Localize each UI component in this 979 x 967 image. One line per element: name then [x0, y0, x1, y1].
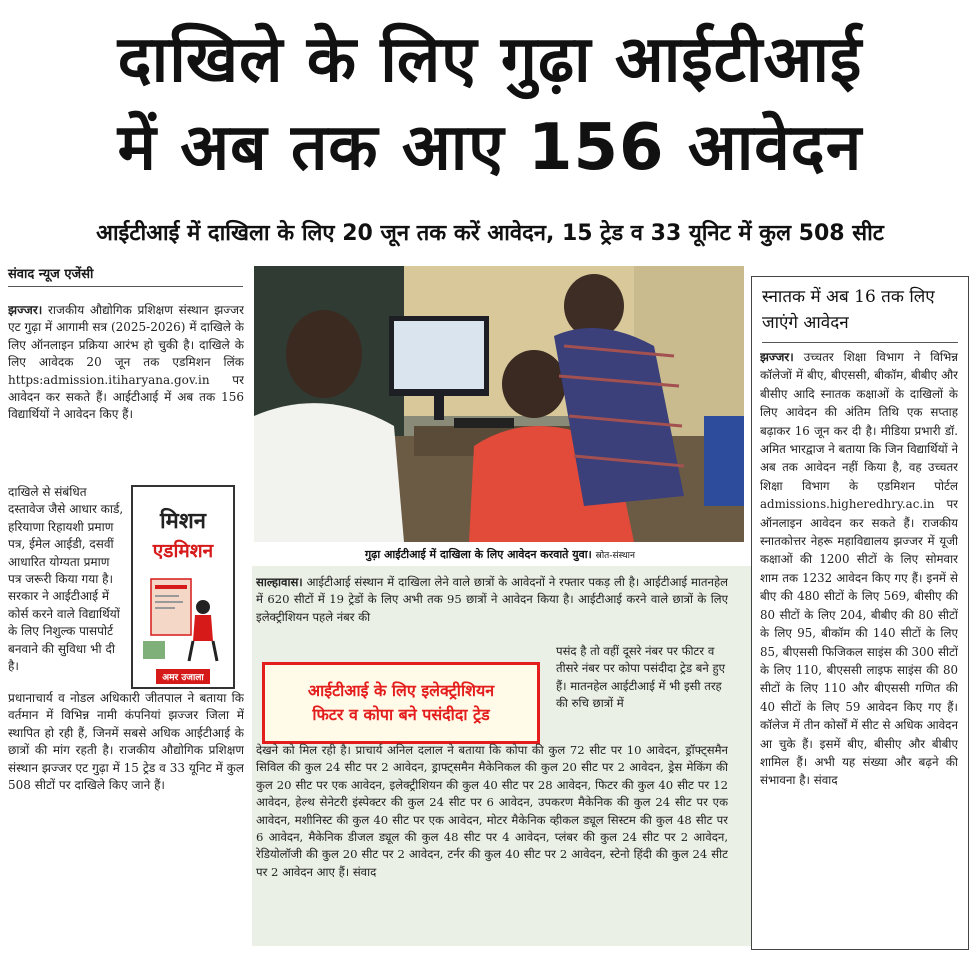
right-story-headline: स्नातक में अब 16 तक लिए जाएंगे आवेदन: [762, 284, 958, 343]
pull-quote-box: [262, 662, 540, 744]
mid-story-signoff: संवाद: [352, 864, 377, 879]
pull-quote-line-1: आईटीआई के लिए इलेक्ट्रीशियन: [307, 681, 495, 700]
left-dateline: झज्जर।: [8, 303, 43, 317]
photo-students-computer: [254, 266, 744, 542]
mid-story-intro-text: आईटीआई संस्थान में दाखिला लेने वाले छात्रों के आवेदनों ने रफ्तार पकड़ ली है। आईटीआई मातनहेल में 620 सीटों में 19 ट्रेडों के लिए अभी तक 95 छात्रों ने आवेदन किया है। आईटीआई करने वाले छात्रों के लिए इलेक्ट्रीशियन पहले नंबर की: [256, 575, 728, 624]
headline: [10, 16, 970, 192]
admission-title: एडमिशन: [152, 540, 214, 562]
right-story-dateline: झज्जर।: [760, 350, 794, 364]
left-p2: दाखिले से संबंधित दस्तावेज जैसे आधार कार्ड, हरियाणा रिहायशी प्रमाण पत्र, ईमेल आईडी, दसवीं आधारित योग्यता प्रमाण पत्र जरूरी किया गया है। सरकार ने आईटीआई में कोर्स करने वाले विद्यार्थियों के लिए निशुल्क पासपोर्ट बनवाने की सुविधा भी दी है।: [8, 485, 124, 674]
photo-credit: स्रोत-संस्थान: [595, 551, 636, 561]
student-illustration: [141, 569, 225, 665]
photo-caption: [300, 547, 700, 562]
mid-story-body-text: देखने को मिल रही है। प्राचार्य अनिल दलाल ने बताया कि कोपा की कुल 72 सीट पर 10 आवेदन, ड्रॉफ्ट्समैन सिविल की कुल 24 सीट पर 2 आवेदन, ड्राफ्ट्समैन मैकेनिकल की कुल 20 सीट पर 2 आवेदन, ड्रेस मेकिंग की कुल 20 सीट पर एक आवेदन, इलेक्ट्रीशियन की कुल 40 सीट पर 28 आवेदन, फिटर की कुल 40 सीट पर 12 आवेदन, हेल्थ सेनेटरी इंस्पेक्टर की कुल 24 सीट पर 6 आवेदन, उपकरण मैकेनिक की कुल 24 सीट पर एक आवेदन, मशीनिस्ट की कुल 40 सीट पर एक आवेदन, मोटर मैकेनिक व्हीकल ड्यूल सिस्टम की कुल 48 सीट पर 6 आवेदन, मैकेनिक डीजल ड्यूल की कुल 48 सीट पर 4 आवेदन, प्लंबर की कुल 24 सीट पर 2 आवेदन, रेडियोलॉजी की कुल 20 सीट पर 2 आवेदन, टर्नर की कुल 40 सीट पर 2 आवेदन, स्टेनो हिंदी की कुल 24 सीट पर 2 आवेदन आए हैं।: [256, 743, 728, 879]
pull-quote-line-2: फिटर व कोपा बने पसंदीदा ट्रेड: [312, 705, 490, 724]
subheadline: आईटीआई में दाखिला के लिए 20 जून तक करें आवेदन, 15 ट्रेड व 33 यूनिट में कुल 508 सीट: [96, 221, 884, 246]
mid-story-dateline: साल्हावास।: [256, 575, 303, 589]
left-p1: राजकीय औद्योगिक प्रशिक्षण संस्थान झज्जर एट गुढ़ा में आगामी सत्र (2025-2026) में दाखिले के लिए ऑनलाइन प्रक्रिया आरंभ हो चुकी है। दाखिले के लिए आवेदक 20 जून तक एडमिशन लिंक https:admission.itiharyana.gov.in पर आवेदन कर सकते हैं। आईटीआई में अब तक 156 विद्यार्थियों ने आवेदन किए हैं।: [8, 303, 244, 422]
mission-title: मिशन: [159, 509, 207, 534]
mid-story-intro: [256, 574, 728, 642]
left-story-wrap: [8, 484, 126, 684]
right-story-signoff: संवाद: [813, 773, 838, 788]
photo-caption-text: गुढ़ा आईटीआई में दाखिला के लिए आवेदन करवाते युवा।: [364, 548, 592, 561]
right-story-body-text: उच्चतर शिक्षा विभाग ने विभिन्न कॉलेजों में बीए, बीएससी, बीकॉम, बीबीए और बीसीए आदि स्नातक कक्षाओं के दाखिलों के लिए आवेदन की अंतिम तिथि एक सप्ताह बढ़ाकर 16 जून कर दी है। मीडिया प्रभारी डॉ. अमित भारद्वाज ने बताया कि जिन विद्यार्थियों ने अब तक आवेदन नहीं किया है, वह उच्चतर शिक्षा विभाग के एडमिशन पोर्टल admissions.higheredhry.ac.in पर ऑनलाइन आवेदन कर सकते हैं। राजकीय स्नातकोत्तर नेहरू महाविद्यालय झज्जर में यूजी कक्षाओं की 1200 सीटों के लिए सोमवार शाम तक 1232 आवेदन किए गए हैं। इनमें से बीए की 480 सीटों के लिए 569, बीसीए की 80 सीटों के लिए 204, बीबीए की 80 सीटों के लिए 95, बीकॉम की 140 सीटों के लिए 85, बीएससी फिजिकल साइंस की 300 सीटों के लिए 110, बीएससी लाइफ साइंस की 80 सीटों के लिए 110 और बीएससी गणित की 40 सीटों के लिए 59 आवेदन किए गए हैं। कॉलेज में तीन कोर्सों में सीट से अधिक आवेदन आ चुके हैं। इसमें बीए, बीसीए और बीबीए शामिल हैं। अभी यह संख्या और बढ़ने की संभावना है।: [760, 350, 958, 788]
headline-line-2: में अब तक आए 156 आवेदन: [117, 111, 863, 185]
mid-story-side-text: पसंद है तो वहीं दूसरे नंबर पर फीटर व तीसरे नंबर पर कोपा पसंदीदा ट्रेड बने हुए हैं। मातनहेल आईटीआई में भी इसी तरह की रुचि छात्रों में: [556, 644, 726, 711]
mission-admission-box: [131, 485, 235, 689]
mid-story-body: [256, 742, 728, 938]
left-story-bottom: [8, 690, 244, 952]
headline-line-1: दाखिले के लिए गुढ़ा आईटीआई: [117, 23, 863, 97]
left-p3: प्रधानाचार्य व नोडल अधिकारी जीतपाल ने बताया कि वर्तमान में विभिन्न नामी कंपनियां झज्जर जिला में स्थापित हो रही हैं, जिनमें सबसे अधिक आईटीआई के छात्रों की मांग रहती है। राजकीय औद्योगिक प्रशिक्षण संस्थान झज्जर एट गुढ़ा में 15 ट्रेड व 33 यूनिट में कुल 508 सीटों पर दाखिले किए जाने हैं।: [8, 691, 244, 793]
amar-ujala-brand: अमर उजाला: [156, 669, 209, 684]
right-story-body: [760, 348, 958, 942]
news-photo: [254, 266, 744, 542]
byline: संवाद न्यूज एजेंसी: [8, 264, 243, 287]
left-story-top: [8, 302, 244, 482]
